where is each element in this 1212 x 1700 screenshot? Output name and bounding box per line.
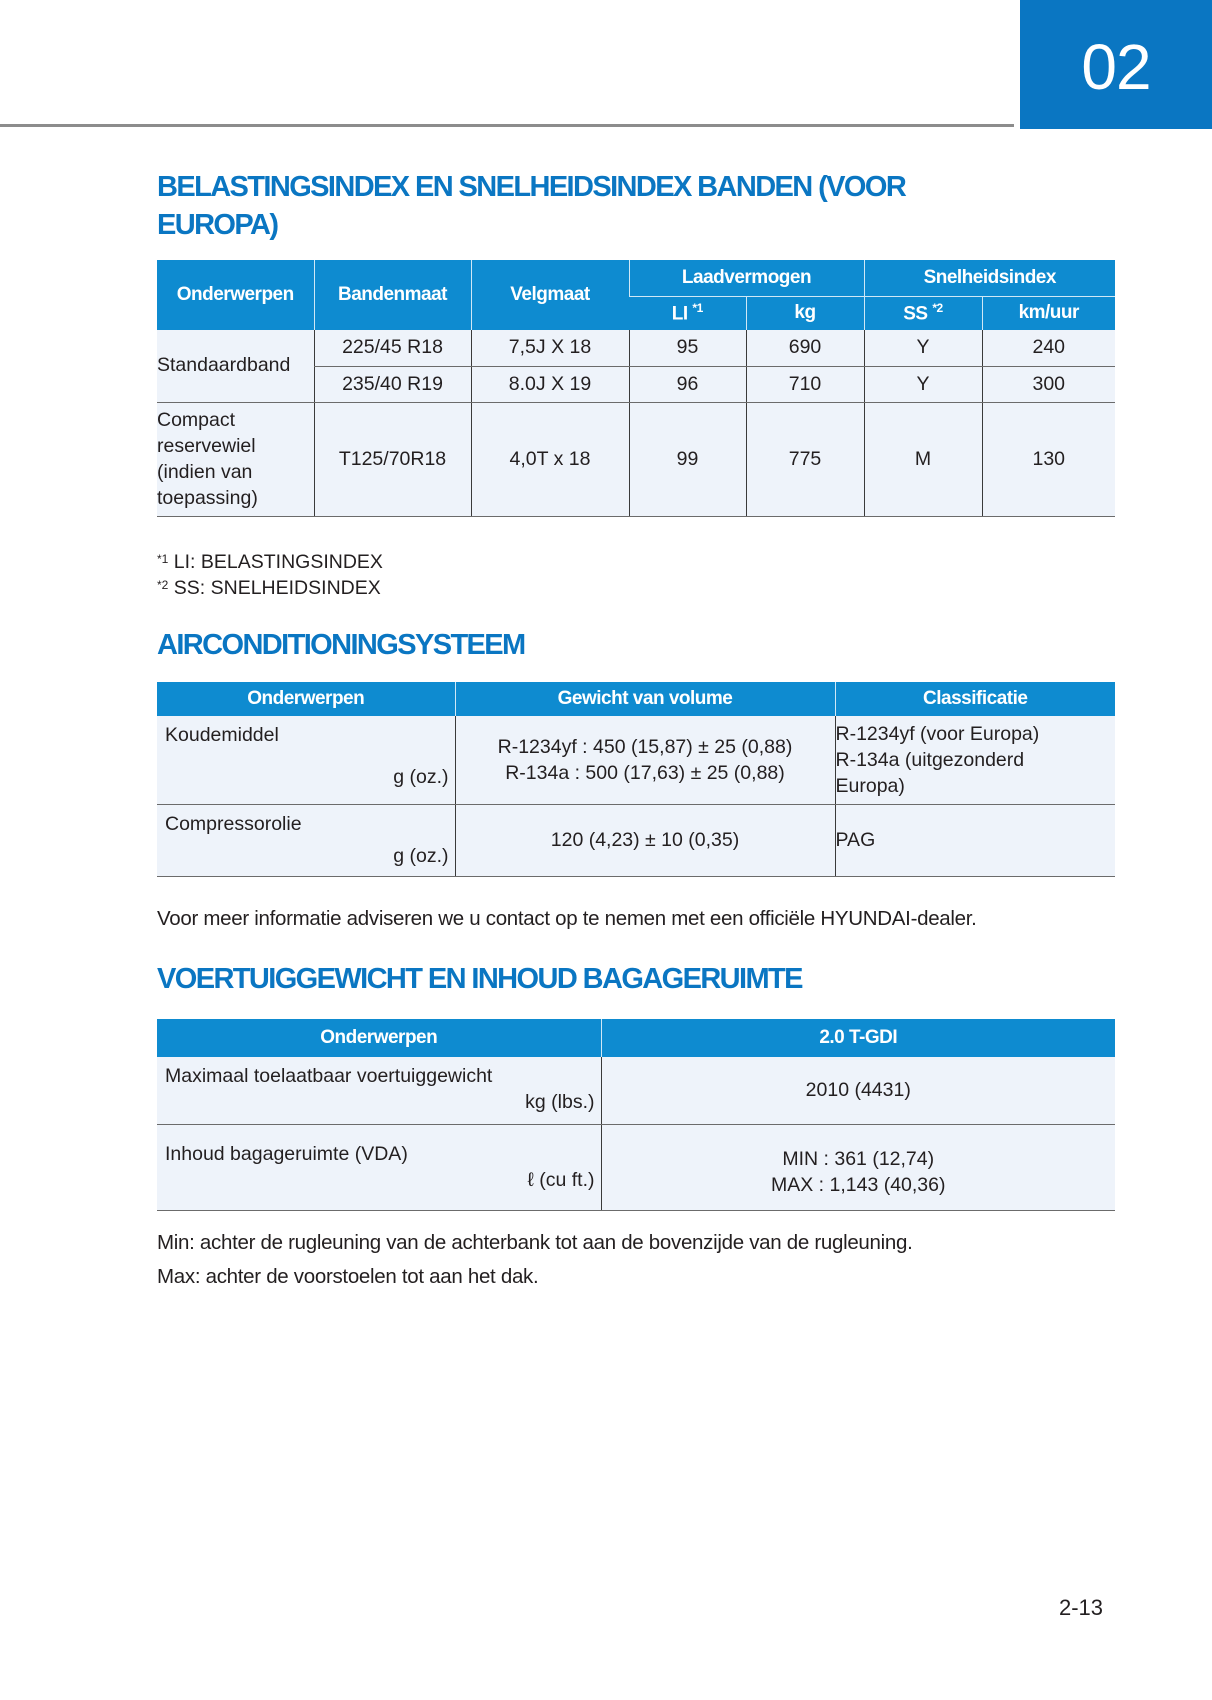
table-row — [157, 1057, 1115, 1124]
tire-size: 235/40 R19 — [314, 366, 471, 402]
speed-symbol: Y — [864, 330, 982, 366]
table-row — [157, 1124, 1115, 1210]
unit-label: kg (lbs.) — [525, 1091, 595, 1113]
section-title-tires: BELASTINGSINDEX EN SNELHEIDSINDEX BANDEN (VOOR EUROPA) — [157, 171, 906, 241]
speed-kmh: 130 — [982, 402, 1115, 516]
col-header-kmh: km/uur — [982, 296, 1115, 330]
unit-label: g (oz.) — [393, 844, 449, 867]
luggage-note-max: Max: achter de voorstoelen tot aan het dak. — [157, 1265, 539, 1288]
col-header-classification: Classificatie — [835, 682, 1115, 716]
rim-size: 4,0T x 18 — [471, 402, 629, 516]
refrigerant-classification: R-1234yf (voor Europa) R-134a (uitgezonderd Europa) — [835, 716, 1115, 804]
luggage-value: MIN : 361 (12,74) MAX : 1,143 (40,36) — [601, 1124, 1115, 1210]
table-row — [157, 804, 1115, 876]
col-header-li: LI $^{*1}$ — [629, 296, 746, 330]
dealer-note: Voor meer informatie adviseren we u contact op te nemen met een officiële HYUNDAI-dealer. — [157, 907, 977, 930]
load-kg: 775 — [746, 402, 864, 516]
tire-size: T125/70R18 — [314, 402, 471, 516]
footnote-ss: $^{*2}$ SS: SNELHEIDSINDEX — [157, 577, 381, 599]
col-header-ss: SS $^{*2}$ — [864, 296, 982, 330]
unit-label: g (oz.) — [393, 766, 449, 788]
tire-size: 225/45 R18 — [314, 330, 471, 366]
row-subject: Standaardband — [157, 330, 314, 402]
unit-label: ℓ (cu ft.) — [527, 1168, 595, 1191]
speed-kmh: 300 — [982, 366, 1115, 402]
col-header-load-capacity: Laadvermogen — [629, 260, 864, 296]
rim-size: 7,5J X 18 — [471, 330, 629, 366]
compressor-oil-classification: PAG — [835, 804, 1115, 876]
col-header-subject: Onderwerpen — [157, 1019, 601, 1057]
col-header-kg: kg — [746, 296, 864, 330]
footnote-li: $^{*1}$ LI: BELASTINGSINDEX — [157, 551, 383, 573]
speed-symbol: M — [864, 402, 982, 516]
table-row — [157, 330, 1115, 366]
load-index: 96 — [629, 366, 746, 402]
luggage-note-min: Min: achter de rugleuning van de achterbank tot aan de bovenzijde van de rugleuning. — [157, 1231, 913, 1254]
chapter-tab — [1020, 0, 1212, 129]
table-row — [157, 716, 1115, 804]
col-header-engine: 2.0 T-GDI — [601, 1019, 1115, 1057]
load-kg: 710 — [746, 366, 864, 402]
col-header-rim-size: Velgmaat — [471, 260, 629, 330]
section-title-aircon: AIRCONDITIONINGSYSTEEM — [157, 629, 525, 661]
col-header-tire-size: Bandenmaat — [314, 260, 471, 330]
rim-size: 8.0J X 19 — [471, 366, 629, 402]
vehicle-weight-table — [157, 1019, 1115, 1211]
speed-symbol: Y — [864, 366, 982, 402]
refrigerant-weight: R-1234yf : 450 (15,87) ± 25 (0,88) R-134a : 500 (17,63) ± 25 (0,88) — [455, 716, 835, 804]
footnote-ref-1: *1 — [692, 301, 703, 316]
aircon-table — [157, 682, 1115, 877]
chapter-number: 02 — [1081, 30, 1151, 103]
compressor-oil-weight: 120 (4,23) ± 10 (0,35) — [455, 804, 835, 876]
row-subject-compact-spare: Compact reservewiel (indien van toepassing) — [157, 402, 314, 516]
row-subject-refrigerant: Koudemiddel g (oz.) — [157, 716, 455, 804]
page-number: 2-13 — [1059, 1595, 1104, 1620]
col-header-weight: Gewicht van volume — [455, 682, 835, 716]
load-index: 99 — [629, 402, 746, 516]
max-weight-value: 2010 (4431) — [601, 1057, 1115, 1124]
col-header-speed-index: Snelheidsindex — [864, 260, 1115, 296]
row-subject-luggage: Inhoud bagageruimte (VDA) ℓ (cu ft.) — [157, 1124, 601, 1210]
tire-index-table — [157, 260, 1115, 517]
load-index: 95 — [629, 330, 746, 366]
section-title-vehicle: VOERTUIGGEWICHT EN INHOUD BAGAGERUIMTE — [157, 963, 802, 995]
row-subject-max-weight: Maximaal toelaatbaar voertuiggewicht kg (lbs.) — [157, 1057, 601, 1124]
footnote-ref-2: *2 — [932, 301, 943, 316]
col-header-subject: Onderwerpen — [157, 682, 455, 716]
col-header-subject: Onderwerpen — [157, 260, 314, 330]
row-subject-compressor-oil: Compressorolie g (oz.) — [157, 804, 455, 876]
table-row — [157, 402, 1115, 516]
load-kg: 690 — [746, 330, 864, 366]
header-rule — [0, 124, 1014, 127]
speed-kmh: 240 — [982, 330, 1115, 366]
